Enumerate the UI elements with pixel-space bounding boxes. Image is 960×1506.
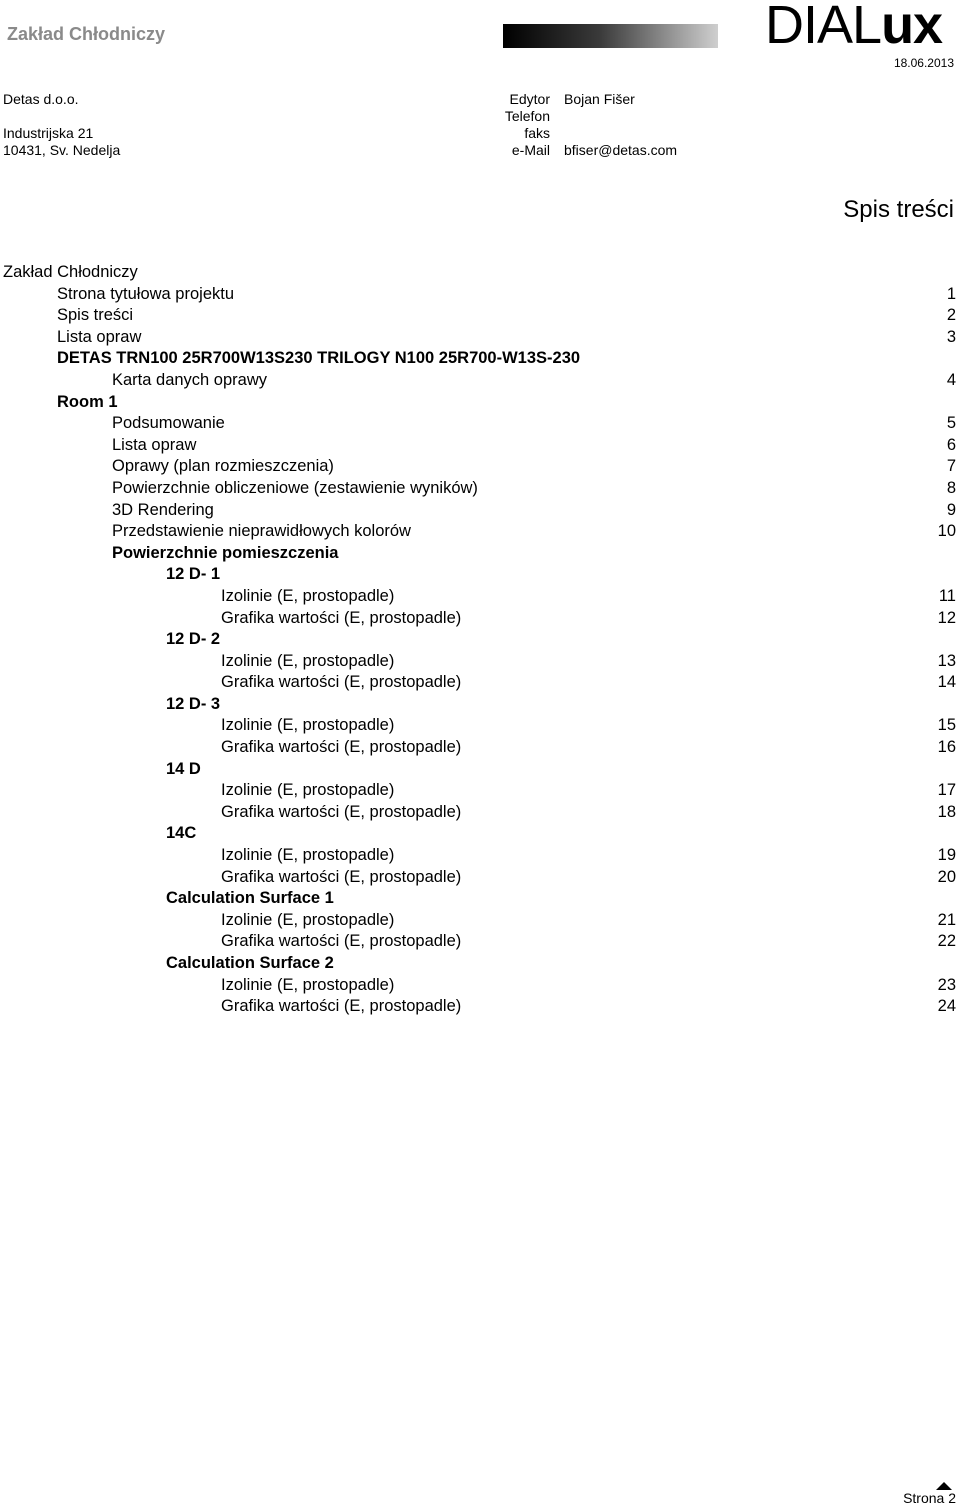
toc-entry-label: 12 D- 3: [166, 694, 221, 713]
toc-entry-label: Grafika wartości (E, prostopadle): [221, 997, 462, 1016]
toc-entry: [0, 370, 960, 392]
toc-entry: [0, 651, 960, 673]
toc-entry-label: Zakład Chłodniczy: [3, 263, 138, 281]
toc-entry-label: Calculation Surface 2: [166, 954, 334, 972]
toc-entry-label: Spis treści: [57, 306, 134, 325]
email-label: e-Mail: [511, 142, 550, 158]
toc-entry-label: Powierzchnie obliczeniowe (zestawienie wyników): [112, 478, 478, 497]
toc-entry-page: 4: [946, 370, 956, 389]
toc-entry: [0, 586, 960, 608]
toc-entry-label: 14 D: [166, 759, 201, 778]
toc-entry-label: Izolinie (E, prostopadle): [221, 846, 395, 865]
company-name: Detas d.o.o.: [3, 91, 79, 107]
toc-entry-page: 13: [937, 651, 956, 670]
toc-entry-page: 16: [937, 738, 956, 757]
toc-entry: [0, 262, 960, 284]
toc-entry: [0, 500, 960, 522]
toc-entry-label: 12 D- 1: [166, 565, 221, 584]
toc-entry: [0, 305, 960, 327]
toc-entry: [0, 392, 960, 414]
toc-entry: [0, 802, 960, 824]
toc-entry: [0, 284, 960, 306]
toc-entry: [0, 845, 960, 867]
toc-entry: [0, 888, 960, 910]
toc-entry-page: 10: [937, 522, 956, 541]
toc-entry: [0, 564, 960, 586]
toc-entry: [0, 435, 960, 457]
toc-entry-page: 5: [946, 414, 956, 433]
toc-entry-label: Izolinie (E, prostopadle): [221, 651, 395, 670]
dialux-logo: [765, 0, 943, 55]
toc-entry-label: Calculation Surface 1: [166, 889, 334, 908]
toc-entry-label: Oprawy (plan rozmieszczenia): [112, 457, 334, 476]
report-date: 18.06.2013: [893, 56, 954, 70]
toc-entry-label: Izolinie (E, prostopadle): [221, 781, 395, 800]
toc-entry-page: 2: [946, 306, 956, 325]
project-title: Zakład Chłodniczy: [7, 24, 166, 44]
toc-entry-page: 9: [946, 500, 956, 519]
toc-entry-label: 12 D- 2: [166, 630, 221, 649]
toc-entry: [0, 780, 960, 802]
toc-entry-page: 3: [946, 327, 956, 346]
toc-entry-label: Izolinie (E, prostopadle): [221, 975, 395, 994]
toc-entry: [0, 608, 960, 630]
toc-entry-page: 7: [946, 457, 956, 476]
fax-label: faks: [524, 125, 550, 141]
toc-entry: [0, 629, 960, 651]
toc-entry: [0, 413, 960, 435]
header-gradient-bar: [503, 24, 718, 48]
toc-entry-page: 20: [937, 867, 956, 886]
toc-entry-label: Podsumowanie: [112, 414, 225, 433]
toc-entry-label: DETAS TRN100 25R700W13S230 TRILOGY N100 25R700-W13S-230: [57, 349, 581, 368]
email-value: bfiser@detas.com: [564, 142, 678, 158]
toc-entry: [0, 456, 960, 478]
toc-entry: [0, 521, 960, 543]
toc-entry: [0, 478, 960, 500]
toc-entry-page: 11: [938, 586, 956, 605]
page-number: Strona 2: [903, 1490, 956, 1506]
toc-entry: [0, 823, 960, 845]
toc-entry-label: Karta danych oprawy: [112, 370, 268, 389]
toc-entry-label: Przedstawienie nieprawidłowych kolorów: [112, 522, 411, 541]
up-arrow-icon: [936, 1482, 952, 1490]
toc-entry-page: 1: [946, 284, 956, 303]
toc-entry: [0, 672, 960, 694]
toc-entry-page: 8: [946, 478, 956, 497]
toc-entry-label: Izolinie (E, prostopadle): [221, 910, 395, 929]
toc-entry-label: Room 1: [57, 392, 118, 411]
toc-entry-label: Grafika wartości (E, prostopadle): [221, 867, 462, 886]
toc-entry-page: 23: [937, 975, 956, 994]
toc-entry-label: Grafika wartości (E, prostopadle): [221, 738, 462, 757]
logo-part-ux: ux: [881, 0, 943, 55]
phone-label: Telefon: [504, 108, 550, 124]
toc-entry-label: Grafika wartości (E, prostopadle): [221, 932, 462, 951]
toc-entry-page: 21: [937, 910, 956, 929]
toc-entry-label: 3D Rendering: [112, 500, 214, 519]
toc-entry-label: Grafika wartości (E, prostopadle): [221, 673, 462, 692]
toc-title: Spis treści: [843, 196, 954, 223]
toc-entry-page: 17: [937, 781, 956, 800]
toc-entry: [0, 953, 960, 975]
toc-entry-label: Izolinie (E, prostopadle): [221, 586, 395, 605]
toc-entry-label: Grafika wartości (E, prostopadle): [221, 802, 462, 821]
page-footer: [903, 1482, 956, 1506]
logo-part-dial: DIAL: [765, 0, 882, 55]
toc-entry: [0, 931, 960, 953]
toc-entry-page: 15: [937, 716, 956, 735]
company-street: Industrijska 21: [3, 125, 94, 141]
toc-entry: [0, 327, 960, 349]
toc-entry-page: 24: [937, 997, 956, 1016]
toc-entry: [0, 715, 960, 737]
toc-entry-label: Lista opraw: [57, 327, 142, 346]
toc-entry: [0, 737, 960, 759]
table-of-contents: [0, 262, 960, 1018]
toc-entry: [0, 975, 960, 997]
toc-entry-page: 14: [937, 673, 956, 692]
toc-entry-label: 14C: [166, 824, 197, 843]
toc-entry: [0, 694, 960, 716]
toc-entry-page: 19: [937, 846, 956, 865]
toc-entry: [0, 543, 960, 565]
toc-entry: [0, 348, 960, 370]
toc-entry: [0, 996, 960, 1018]
toc-entry-label: Strona tytułowa projektu: [57, 284, 235, 303]
toc-entry: [0, 910, 960, 932]
company-city: 10431, Sv. Nedelja: [3, 142, 121, 158]
toc-entry: [0, 867, 960, 889]
toc-entry-page: 22: [937, 932, 956, 951]
toc-entry-label: Izolinie (E, prostopadle): [221, 716, 395, 735]
toc-entry-page: 6: [946, 435, 956, 454]
toc-entry-page: 18: [937, 802, 956, 821]
toc-entry-label: Powierzchnie pomieszczenia: [112, 543, 339, 562]
toc-entry-label: Lista opraw: [112, 435, 197, 454]
toc-entry: [0, 759, 960, 781]
editor-label: Edytor: [509, 91, 550, 107]
toc-entry-page: 12: [937, 608, 956, 627]
editor-value: Bojan Fišer: [564, 91, 635, 107]
toc-entry-label: Grafika wartości (E, prostopadle): [221, 608, 462, 627]
